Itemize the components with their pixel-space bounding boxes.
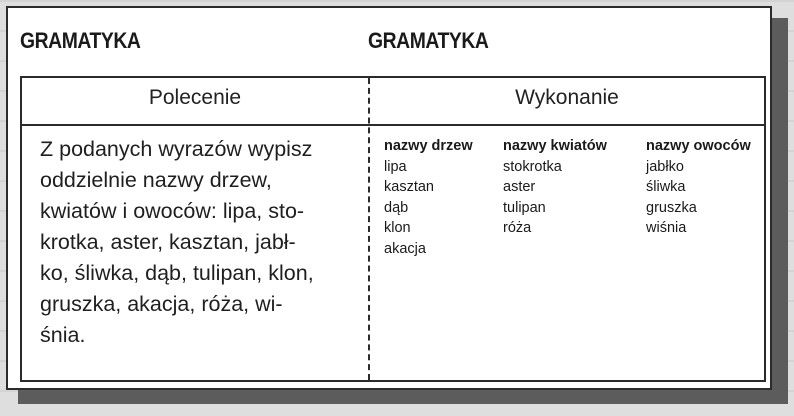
table-header-row <box>22 78 764 126</box>
list-item: lipa <box>384 158 407 175</box>
column-fruits <box>646 136 751 239</box>
list-item: wiśnia <box>646 220 687 236</box>
column-divider <box>368 78 370 380</box>
title-left: GRAMATYKA <box>20 28 141 53</box>
column-heading: nazwy drzew <box>384 138 473 154</box>
task-text <box>40 134 360 351</box>
task-line: oddzielnie nazwy drzew, <box>40 168 272 192</box>
task-line: gruszka, akacja, róża, wi- <box>40 292 283 316</box>
list-item: jabłko <box>646 158 684 175</box>
title-right: GRAMATYKA <box>368 28 489 53</box>
list-item: stokrotka <box>503 158 562 175</box>
task-line: śnia. <box>40 323 86 347</box>
column-flowers <box>503 136 607 239</box>
header-wykonanie: Wykonanie <box>515 86 619 109</box>
worksheet-card <box>6 6 772 390</box>
list-item: tulipan <box>503 199 546 216</box>
column-trees <box>384 136 473 259</box>
list-item: róża <box>503 220 532 236</box>
column-heading: nazwy kwiatów <box>503 138 607 154</box>
list-item: aster <box>503 179 536 195</box>
exercise-table <box>20 76 766 382</box>
list-item: śliwka <box>646 179 686 195</box>
list-item: kasztan <box>384 179 434 195</box>
list-item: akacja <box>384 240 426 257</box>
task-line: Z podanych wyrazów wypisz <box>40 137 313 161</box>
list-item: gruszka <box>646 199 697 216</box>
column-heading: nazwy owoców <box>646 138 751 154</box>
task-line: krotka, aster, kasztan, jabł- <box>40 230 296 254</box>
task-line: ko, śliwka, dąb, tulipan, klon, <box>40 261 314 285</box>
task-line: kwiatów i owoców: lipa, sto- <box>40 199 305 223</box>
list-item: dąb <box>384 199 409 216</box>
list-item: klon <box>384 220 411 236</box>
header-polecenie: Polecenie <box>148 86 242 109</box>
